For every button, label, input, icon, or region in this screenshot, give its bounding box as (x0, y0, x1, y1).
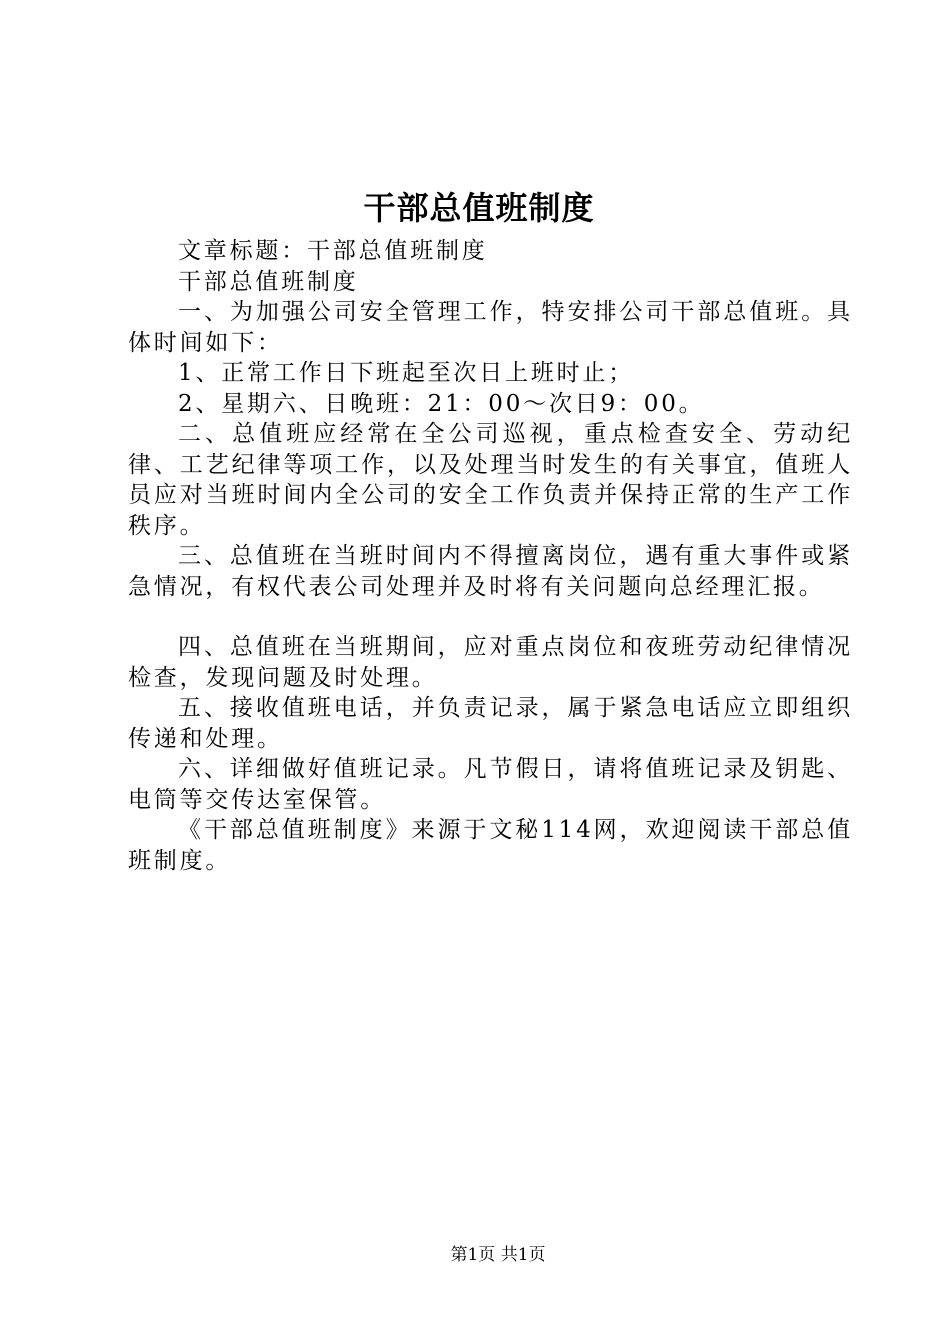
document-body (128, 236, 853, 876)
paragraph-item-5: 五、接收值班电话，并负责记录，属于紧急电话应立即组织传递和处理。 (128, 695, 853, 752)
paragraph-item-6: 六、详细做好值班记录。凡节假日，请将值班记录及钥匙、电筒等交传达室保管。 (128, 756, 853, 813)
document-title: 干部总值班制度 (363, 189, 595, 227)
paragraph-article-title: 文章标题：干部总值班制度 (178, 238, 488, 264)
paragraph-item-4: 四、总值班在当班期间，应对重点岗位和夜班劳动纪律情况检查，发现问题及时处理。 (128, 634, 853, 691)
paragraph-item-1: 一、为加强公司安全管理工作，特安排公司干部总值班。具体时间如下： (128, 299, 853, 356)
paragraph-item-2: 二、总值班应经常在全公司巡视，重点检查安全、劳动纪律、工艺纪律等项工作，以及处理当时发生的有关事宜，值班人员应对当班时间内全公司的安全工作负责并保持正常的生产工作秩序。 (128, 421, 853, 539)
paragraph-subitem-1: 1、正常工作日下班起至次日上班时止； (178, 360, 635, 386)
paragraph-subtitle: 干部总值班制度 (178, 268, 359, 295)
paragraph-subitem-2: 2、星期六、日晚班：21：00～次日9：00。 (178, 390, 705, 417)
paragraph-source: 《干部总值班制度》来源于文秘114网，欢迎阅读干部总值班制度。 (128, 817, 853, 874)
page-footer: 第1页 共1页 (450, 1245, 546, 1265)
paragraph-item-3: 三、总值班在当班时间内不得擅离岗位，遇有重大事件或紧急情况，有权代表公司处理并及时将有关问题向总经理汇报。 (128, 543, 853, 600)
